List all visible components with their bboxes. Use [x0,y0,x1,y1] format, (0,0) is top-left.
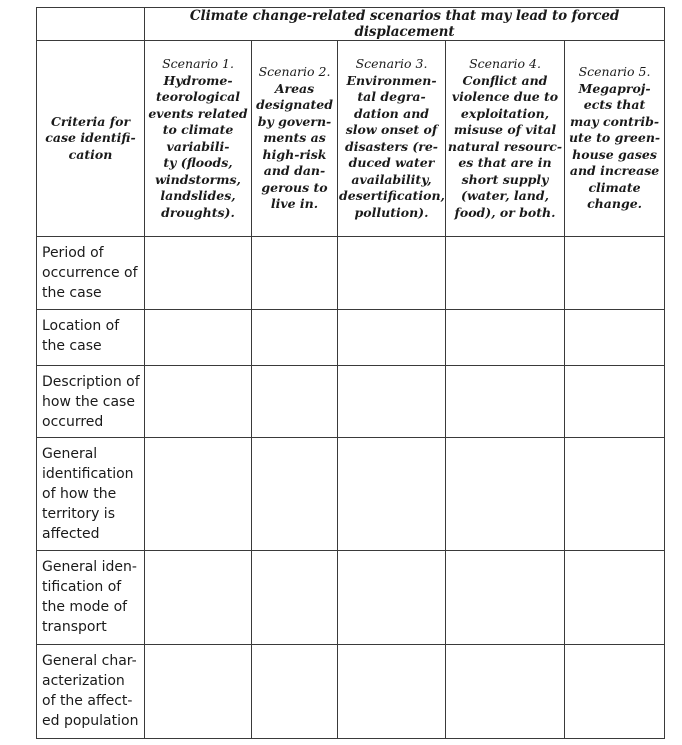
table-cell [252,645,338,739]
row-label-line: General char- [42,653,137,669]
table-cell [145,310,252,366]
table-cell [338,237,446,310]
row-label-line: the mode of [42,599,128,615]
scenario-2-title: Scenario 2. [258,64,331,80]
row-label-line: acterization [42,673,125,689]
row-label-line: Period of [42,245,104,261]
row-label-line: General [42,446,98,462]
table-cell [338,310,446,366]
scenario-2-desc-line: by govern- [257,113,332,129]
scenario-1-desc-line: windstorms, [155,171,241,187]
scenario-4-desc-line: food), or both. [454,204,556,220]
scenario-5-desc-line: climate [588,179,641,195]
table-row [37,237,665,310]
table-cell [565,438,665,551]
scenario-5-desc-line: and increase [569,163,660,179]
scenario-4-desc-line: short supply [461,171,549,187]
scenario-4-desc-line: violence due to [451,89,559,104]
criteria-header-line: case identifi- [45,130,136,146]
scenario-3-desc-line: desertification, [339,188,445,203]
row-label-location [37,310,145,366]
scenario-4-desc-line: exploitation, [460,105,550,121]
scenario-5-desc-line: change. [587,196,642,212]
scenario-4-title: Scenario 4. [469,56,541,71]
scenario-3-desc-line: availability, [351,171,432,187]
scenario-2-desc-line: live in. [270,196,319,212]
table-row [37,310,665,366]
scenario-2-desc-line: and dan- [263,163,326,179]
scenario-2-header [252,41,338,237]
scenario-5-title: Scenario 5. [578,64,651,80]
scenario-4-desc-line: misuse of vital [453,122,557,137]
row-label-line: the case [42,338,102,354]
criteria-header-line: cation [68,146,113,162]
table-cell [252,551,338,645]
table-cell [565,366,665,438]
row-label-population [37,645,145,739]
row-label-line: Description of [42,374,140,390]
table-cell [145,645,252,739]
scenario-3-desc-line: disasters (re- [344,138,438,154]
table-cell [338,366,446,438]
scenario-1-header [145,41,252,237]
table-cell [565,310,665,366]
scenario-4-desc-line: (water, land, [461,188,549,203]
scenario-4-desc-line: es that are in [458,155,552,170]
scenario-3-desc-line: tal degra- [357,89,426,104]
row-label-line: occurred [42,414,104,430]
scenario-1-desc-line: ty (floods, [163,155,233,170]
table-cell [338,438,446,551]
table-cell [446,551,565,645]
scenario-3-desc-line: duced water [348,155,435,170]
scenario-header-row [37,41,665,237]
table-cell [145,237,252,310]
row-label-territory [37,438,145,551]
scenario-1-desc-line: landslides, [160,188,236,203]
criteria-table [36,7,665,739]
scenario-1-desc-line: droughts). [161,204,235,220]
scenario-5-desc-line: ects that [583,97,646,113]
table-cell [446,366,565,438]
row-label-line: transport [42,619,107,635]
scenario-2-desc-line: designated [256,97,333,113]
row-label-line: of the affect- [42,693,133,709]
table-cell [338,645,446,739]
scenario-4-desc-line: Conflict and [462,72,548,88]
table-cell [565,237,665,310]
table-cell [446,645,565,739]
scenario-5-desc-line: Megaproj- [578,80,651,96]
table-cell [252,237,338,310]
row-label-line: of how the [42,486,117,502]
table-cell [446,310,565,366]
scenario-5-desc-line: may contrib- [570,113,660,129]
scenario-4-header [446,41,565,237]
scenario-2-desc-line: Areas [274,80,315,96]
table-cell [446,438,565,551]
scenario-5-desc-line: ute to green- [568,130,661,146]
scenario-5-desc-line: house gases [572,146,657,162]
row-label-description [37,366,145,438]
table-cell [565,551,665,645]
table-cell [565,645,665,739]
main-header-row [37,8,665,41]
scenario-2-desc-line: high-risk [262,146,327,162]
row-label-line: territory is [42,506,115,522]
scenario-2-desc-line: ments as [263,130,326,146]
scenario-1-title: Scenario 1. [162,56,234,71]
table-cell [338,551,446,645]
main-header: Climate change-related scenarios that may lead to forced displacement [145,8,665,41]
criteria-header [37,41,145,237]
table-row [37,551,665,645]
table-cell [446,237,565,310]
table-cell [252,438,338,551]
row-label-line: General iden- [42,559,137,575]
scenario-3-title: Scenario 3. [355,56,428,71]
scenario-5-header [565,41,665,237]
table-row [37,438,665,551]
scenario-3-header [338,41,446,237]
row-label-line: ed population [42,713,139,729]
table-row [37,366,665,438]
criteria-header-line: Criteria for [50,113,131,129]
row-label-line: tification of [42,579,122,595]
scenario-4-desc-line: natural resourc- [447,138,563,154]
scenario-1-desc-line: variabili- [166,138,230,154]
top-left-empty-cell [37,8,145,41]
table-cell [252,310,338,366]
row-label-line: Location of [42,318,120,334]
scenario-1-desc-line: to climate [162,122,234,137]
row-label-line: the case [42,285,102,301]
criteria-table-container [36,7,664,739]
table-cell [145,438,252,551]
row-label-line: how the case [42,394,135,410]
scenario-3-desc-line: dation and [353,105,430,121]
row-label-line: occurrence of [42,265,138,281]
scenario-3-desc-line: pollution). [354,204,429,220]
row-label-line: identification [42,466,134,482]
table-cell [145,551,252,645]
scenario-1-desc-line: teorological [155,89,241,104]
scenario-1-desc-line: events related [148,105,248,121]
scenario-3-desc-line: slow onset of [345,122,438,137]
row-label-line: affected [42,526,100,542]
scenario-2-desc-line: gerous to [261,179,328,195]
table-cell [252,366,338,438]
table-row [37,645,665,739]
scenario-1-desc-line: Hydrome- [163,72,233,88]
table-cell [145,366,252,438]
row-label-period [37,237,145,310]
row-label-transport [37,551,145,645]
scenario-3-desc-line: Environmen- [346,72,437,88]
